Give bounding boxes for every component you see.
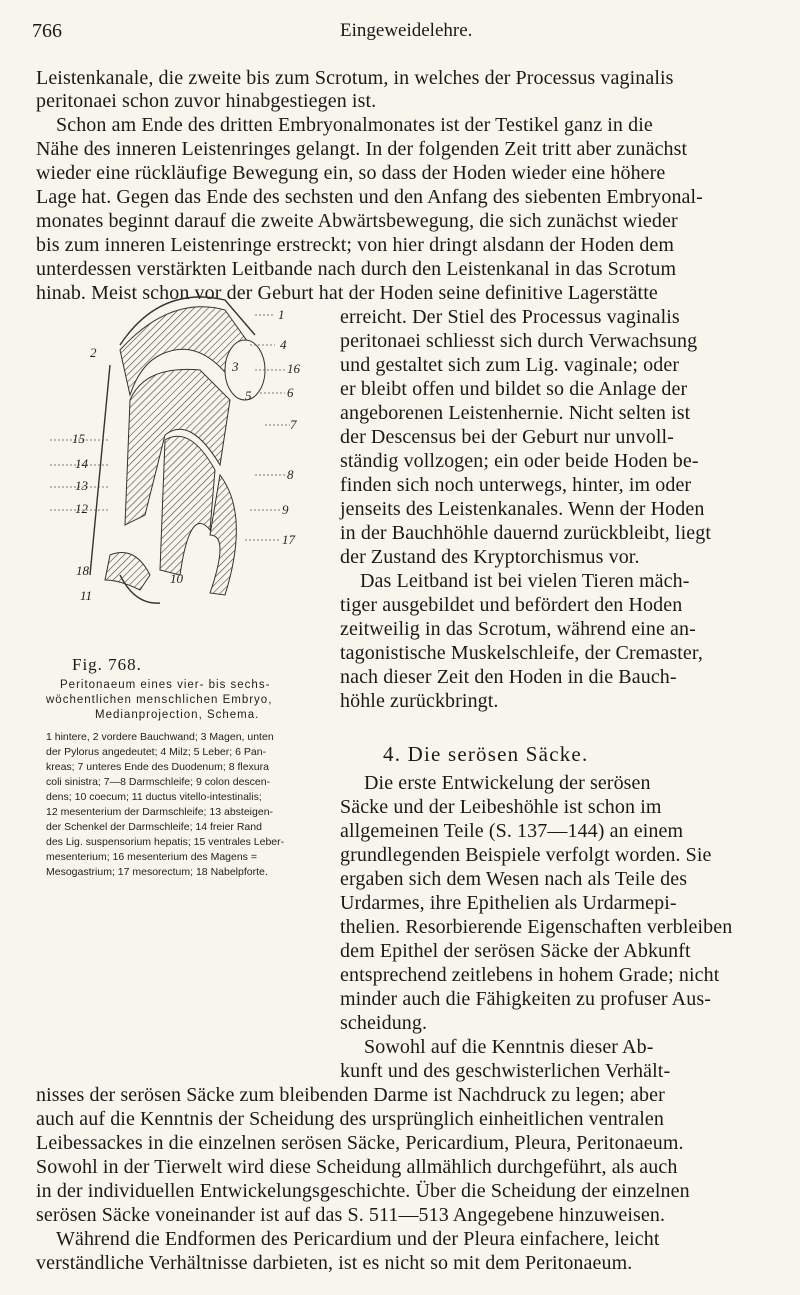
column-line: Die erste Entwickelung der serösen <box>364 772 651 794</box>
figure-number: 17 <box>282 532 295 547</box>
figure-number: 13 <box>75 478 88 493</box>
body-line: Leistenkanale, die zweite bis zum Scrotum, in welches der Processus vaginalis <box>36 67 674 89</box>
column-line: scheidung. <box>340 1012 428 1034</box>
caption-title-line: wöchentlichen menschlichen Embryo, <box>46 694 273 706</box>
caption-legend-line: 1 hintere, 2 vordere Bauchwand; 3 Magen, unten <box>46 731 274 743</box>
column-line: der Zustand des Kryptorchismus vor. <box>340 546 640 568</box>
body-line: Sowohl in der Tierwelt wird diese Scheidung allmählich durchgeführt, als auch <box>36 1156 678 1178</box>
body-line: wieder eine rückläufige Bewegung ein, so dass der Hoden wieder eine höhere <box>36 162 666 184</box>
figure-number: 14 <box>75 456 88 471</box>
column-line: zeitweilig in das Scrotum, während eine an- <box>340 618 696 640</box>
figure-number: 2 <box>90 345 97 360</box>
body-line: nisses der serösen Säcke zum bleibenden Darme ist Nachdruck zu legen; aber <box>36 1084 665 1106</box>
column-line: thelien. Resorbierende Eigenschaften verbleiben <box>340 916 733 938</box>
column-line: Das Leitband ist bei vielen Tieren mäch- <box>360 570 690 592</box>
column-line: finden sich noch unterwegs, hinter, im oder <box>340 474 692 496</box>
caption-legend-line: des Lig. suspensorium hepatis; 15 ventrales Leber- <box>46 836 285 848</box>
caption-legend-line: 12 mesenterium der Darmschleife; 13 absteigen- <box>46 806 274 818</box>
body-line: Schon am Ende des dritten Embryonalmonates ist der Testikel ganz in die <box>56 114 653 136</box>
figure-number: 4 <box>280 337 287 352</box>
figure-number: 15 <box>72 431 85 446</box>
figure-number: 3 <box>232 359 239 374</box>
column-line: in der Bauchhöhle dauernd zurückbleibt, liegt <box>340 522 712 544</box>
caption-legend-line: Mesogastrium; 17 mesorectum; 18 Nabelpforte. <box>46 866 268 878</box>
body-line: monates beginnt darauf die zweite Abwärtsbewegung, die sich zunächst wieder <box>36 210 678 232</box>
body-line: Leibessackes in die einzelnen serösen Säcke, Pericardium, Pleura, Peritonaeum. <box>36 1132 684 1154</box>
figure-number: 18 <box>76 563 89 578</box>
column-line: grundlegenden Beispiele verfolgt worden. Sie <box>340 844 712 866</box>
body-line: auch auf die Kenntnis der Scheidung des ursprünglich einheitlichen ventralen <box>36 1108 664 1130</box>
column-line: ergaben sich dem Wesen nach als Teile des <box>340 868 688 890</box>
body-line: Während die Endformen des Pericardium und der Pleura einfachere, leicht <box>56 1228 660 1250</box>
caption-title-line: Peritonaeum eines vier- bis sechs- <box>60 679 271 691</box>
column-line: Urdarmes, ihre Epithelien als Urdarmepi- <box>340 892 677 914</box>
column-line: Säcke und der Leibeshöhle ist schon im <box>340 796 662 818</box>
figure-number: 16 <box>287 361 300 376</box>
column-line: entsprechend zeitlebens in hohem Grade; nicht <box>340 964 720 986</box>
column-line: jenseits des Leistenkanales. Wenn der Hoden <box>340 498 705 520</box>
body-line: bis zum inneren Leistenringe erstreckt; von hier dringt alsdann der Hoden dem <box>36 234 675 256</box>
body-line: serösen Säcke voneinander ist auf das S. 511—513 Angegebene hinzuweisen. <box>36 1204 666 1226</box>
column-line: tagonistische Muskelschleife, der Cremaster, <box>340 642 703 664</box>
body-line: Lage hat. Gegen das Ende des sechsten und den Anfang des siebenten Embryonal- <box>36 186 703 208</box>
page-number: 766 <box>32 20 62 42</box>
figure-label: Fig. 768. <box>72 655 142 674</box>
column-line: kunft und des geschwisterlichen Verhält- <box>340 1060 671 1082</box>
figure-number: 12 <box>75 501 88 516</box>
figure-number: 9 <box>282 502 289 517</box>
caption-legend-line: dens; 10 coecum; 11 ductus vitello-intestinalis; <box>46 791 262 803</box>
figure-number: 11 <box>80 588 93 603</box>
body-line: peritonaei schon zuvor hinabgestiegen ist. <box>36 90 377 112</box>
column-line: höhle zurückbringt. <box>340 690 499 712</box>
running-title: Eingeweidelehre. <box>340 20 473 41</box>
figure-number: 1 <box>278 307 285 322</box>
caption-legend-line: der Pylorus angedeutet; 4 Milz; 5 Leber; 6 Pan- <box>46 746 267 758</box>
column-line: Sowohl auf die Kenntnis dieser Ab- <box>364 1036 654 1058</box>
figure-number: 10 <box>170 571 183 586</box>
column-line: dem Epithel der serösen Säcke der Abkunft <box>340 940 691 962</box>
column-line: und gestaltet sich zum Lig. vaginale; oder <box>340 354 680 376</box>
column-line: allgemeinen Teile (S. 137—144) an einem <box>340 820 684 842</box>
figure-number: 8 <box>287 467 294 482</box>
section-heading: 4. Die serösen Säcke. <box>383 742 589 766</box>
column-line: ständig vollzogen; ein oder beide Hoden be- <box>340 450 699 472</box>
figure-number: 7 <box>290 417 297 432</box>
body-line: hinab. Meist schon vor der Geburt hat der Hoden seine definitive Lagerstätte <box>36 282 658 304</box>
column-line: peritonaei schliesst sich durch Verwachsung <box>340 330 698 352</box>
body-line: unterdessen verstärkten Leitbande nach durch den Leistenkanal in das Scrotum <box>36 258 677 280</box>
caption-legend-line: coli sinistra; 7—8 Darmschleife; 9 colon descen- <box>46 776 271 788</box>
caption-legend-line: kreas; 7 unteres Ende des Duodenum; 8 flexura <box>46 761 269 773</box>
column-line: angeborenen Leistenhernie. Nicht selten ist <box>340 402 691 424</box>
body-line: verständliche Verhältnisse darbieten, ist es nicht so mit dem Peritonaeum. <box>36 1252 633 1274</box>
column-line: er bleibt offen und bildet so die Anlage der <box>340 378 688 400</box>
caption-legend-line: mesenterium; 16 mesenterium des Magens = <box>46 851 257 863</box>
hatched-mesentery <box>105 307 250 595</box>
figure-number: 6 <box>287 385 294 400</box>
column-line: tiger ausgebildet und befördert den Hoden <box>340 594 683 616</box>
column-line: erreicht. Der Stiel des Processus vaginalis <box>340 306 680 328</box>
caption-title-line: Medianprojection, Schema. <box>95 709 260 721</box>
body-line: Nähe des inneren Leistenringes gelangt. In der folgenden Zeit tritt aber zunächst <box>36 138 688 160</box>
column-line: nach dieser Zeit den Hoden in die Bauch- <box>340 666 677 688</box>
body-line: in der individuellen Entwickelungsgeschichte. Über die Scheidung der einzelnen <box>36 1180 690 1202</box>
figure-number: 5 <box>245 388 252 403</box>
peritonaeum-figure <box>50 275 325 620</box>
column-line: der Descensus bei der Geburt nur unvoll- <box>340 426 674 448</box>
column-line: minder auch die Fähigkeiten zu profuser Aus- <box>340 988 711 1010</box>
caption-legend-line: der Schenkel der Darmschleife; 14 freier Rand <box>46 821 262 833</box>
